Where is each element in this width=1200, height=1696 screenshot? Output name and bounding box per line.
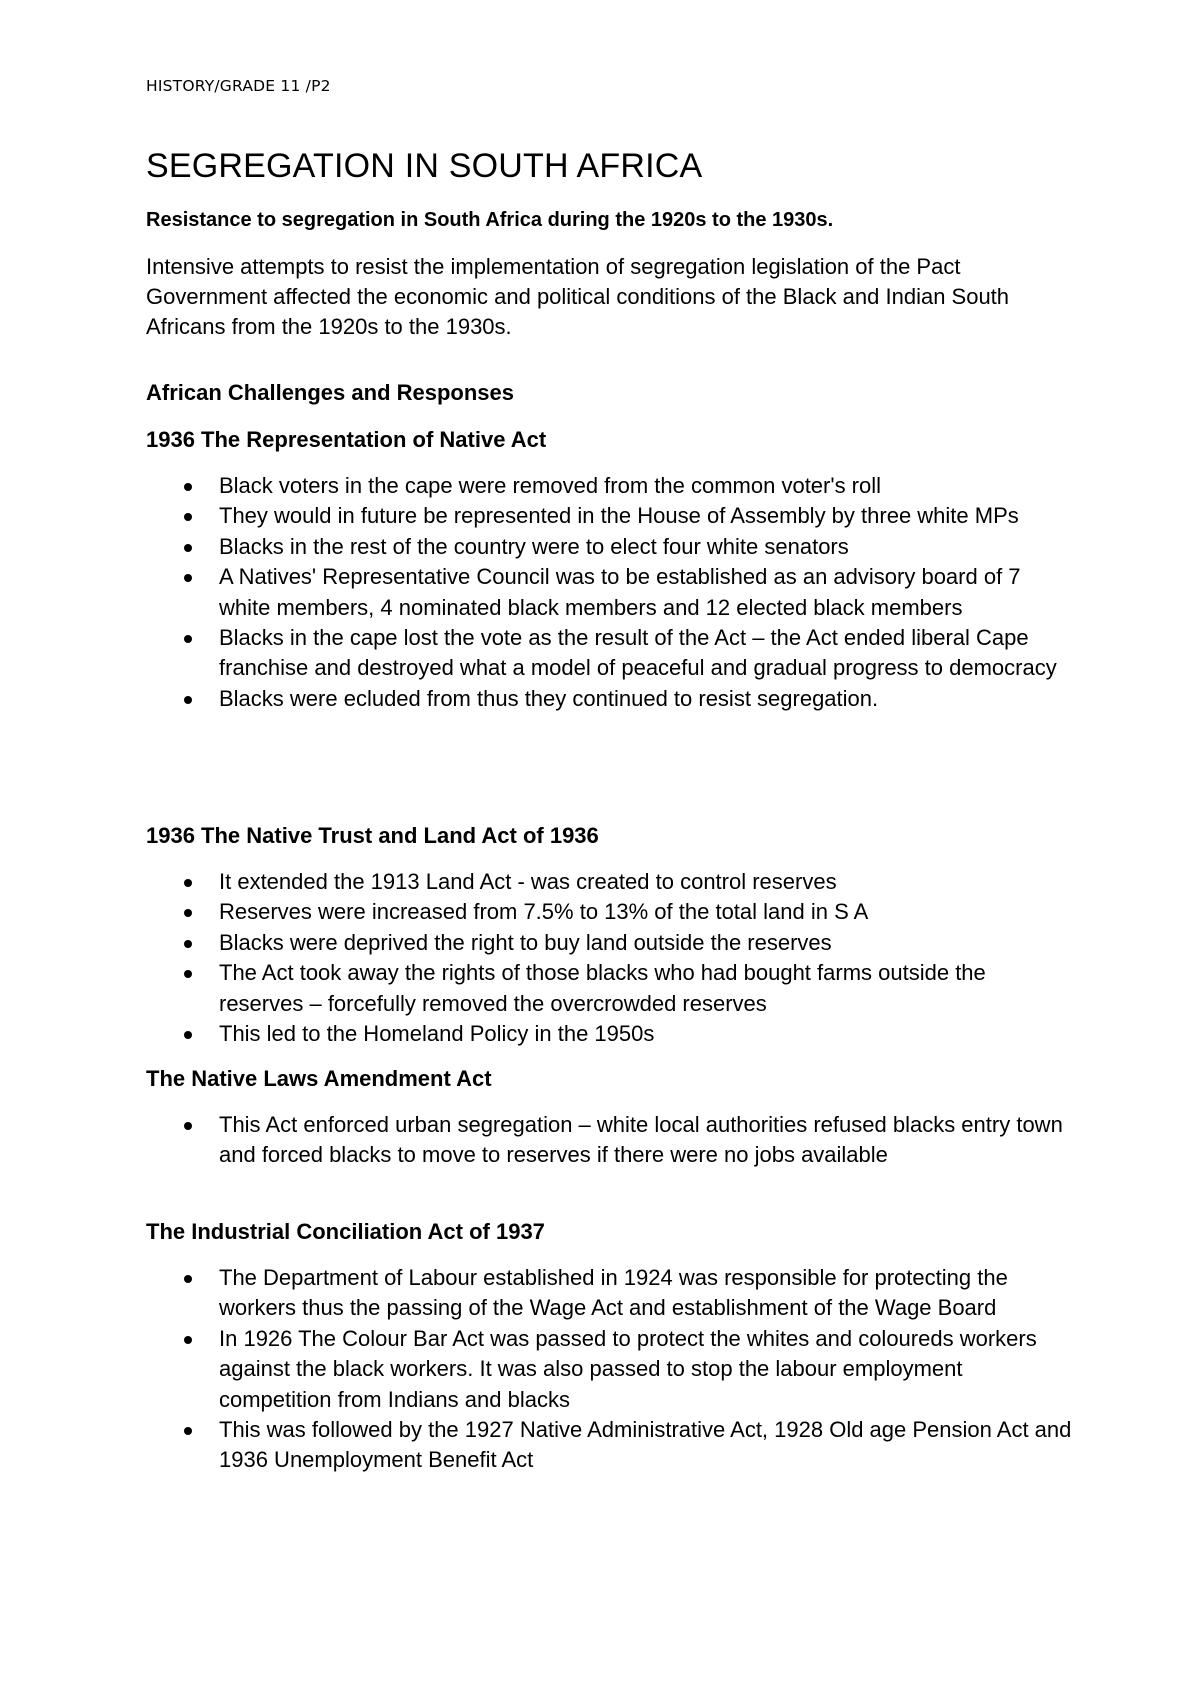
- list-item-text: This was followed by the 1927 Native Administrative Act, 1928 Old age Pension Act and 1936 Unemployment Benefit Act: [219, 1417, 1072, 1473]
- act-heading-industrial-conciliation: The Industrial Conciliation Act of 1937: [146, 1219, 545, 1244]
- bullet-icon: [184, 544, 192, 552]
- list-item-text: It extended the 1913 Land Act - was created to control reserves: [219, 869, 837, 894]
- bullet-icon: [184, 513, 192, 521]
- list-item-text: Blacks in the cape lost the vote as the result of the Act – the Act ended liberal Cape franchise and destroyed what a model of peaceful and gradual progress to democracy: [219, 625, 1057, 681]
- list-item: [146, 623, 1076, 684]
- bullet-icon: [184, 696, 192, 704]
- bullet-icon: [184, 1275, 192, 1283]
- list-item: [146, 1019, 1076, 1049]
- bullet-icon: [184, 1031, 192, 1039]
- document-subtitle: Resistance to segregation in South Africa during the 1920s to the 1930s.: [146, 209, 834, 231]
- list-item: [146, 867, 1076, 897]
- list-item-text: The Department of Labour established in 1924 was responsible for protecting the workers thus the passing of the Wage Act and establishment of the Wage Board: [219, 1265, 1008, 1321]
- page-header: HISTORY/GRADE 11 /P2: [146, 77, 331, 95]
- act-heading-native-trust-and-land: 1936 The Native Trust and Land Act of 1936: [146, 823, 599, 848]
- bullet-icon: [184, 574, 192, 582]
- list-item-text: A Natives' Representative Council was to be established as an advisory board of 7 white members, 4 nominated black members and 12 elected black members: [219, 564, 1021, 620]
- section-heading: African Challenges and Responses: [146, 380, 514, 405]
- list-item-text: Reserves were increased from 7.5% to 13% of the total land in S A: [219, 899, 869, 925]
- list-item-text: They would in future be represented in the House of Assembly by three white MPs: [219, 503, 1019, 529]
- bullet-list-representation-of-native: [146, 471, 1076, 714]
- bullet-icon: [184, 1336, 192, 1344]
- list-item: [146, 1415, 1076, 1476]
- bullet-icon: [184, 879, 192, 887]
- list-item-text: Black voters in the cape were removed from the common voter's roll: [219, 473, 882, 498]
- list-item-text: This led to the Homeland Policy in the 1950s: [219, 1021, 655, 1047]
- list-item: [146, 471, 1076, 501]
- list-item: [146, 532, 1076, 562]
- list-item-text: Blacks were deprived the right to buy land outside the reserves: [219, 929, 832, 955]
- bullet-icon: [184, 1427, 192, 1435]
- act-heading-native-laws-amendment: The Native Laws Amendment Act: [146, 1066, 492, 1091]
- list-item: [146, 1110, 1076, 1171]
- act-heading-representation-of-native: 1936 The Representation of Native Act: [146, 427, 547, 452]
- list-item-text: In 1926 The Colour Bar Act was passed to protect the whites and coloureds workers against the black workers. It was also passed to stop the labour employment competition from Indians and blacks: [219, 1325, 1037, 1412]
- bullet-list-native-laws-amendment: [146, 1110, 1076, 1171]
- list-item: [146, 958, 1076, 1019]
- list-item: [146, 1263, 1076, 1324]
- bullet-icon: [184, 635, 192, 643]
- document-title: SEGREGATION IN SOUTH AFRICA: [146, 147, 703, 185]
- intro-paragraph: Intensive attempts to resist the implementation of segregation legislation of the Pact Government affected the economic and political conditions of the Black and Indian South Africans from the 1920s to the 1930s.: [146, 254, 1010, 339]
- list-item: [146, 501, 1076, 531]
- bullet-icon: [184, 1122, 192, 1130]
- list-item-text: Blacks were ecluded from thus they continued to resist segregation.: [219, 685, 879, 711]
- bullet-icon: [184, 909, 192, 917]
- bullet-icon: [184, 940, 192, 948]
- list-item: [146, 684, 1076, 714]
- list-item-text: Blacks in the rest of the country were to elect four white senators: [219, 533, 849, 559]
- list-item: [146, 928, 1076, 958]
- bullet-icon: [184, 970, 192, 978]
- bullet-list-industrial-conciliation: [146, 1263, 1076, 1476]
- list-item-text: The Act took away the rights of those blacks who had bought farms outside the reserves – forcefully removed the overcrowded reserves: [219, 960, 986, 1016]
- list-item: [146, 897, 1076, 927]
- list-item-text: This Act enforced urban segregation – white local authorities refused blacks entry town and forced blacks to move to reserves if there were no jobs available: [219, 1112, 1063, 1168]
- list-item: [146, 562, 1076, 623]
- bullet-icon: [184, 483, 192, 491]
- bullet-list-native-trust-and-land: [146, 867, 1076, 1049]
- list-item: [146, 1324, 1076, 1415]
